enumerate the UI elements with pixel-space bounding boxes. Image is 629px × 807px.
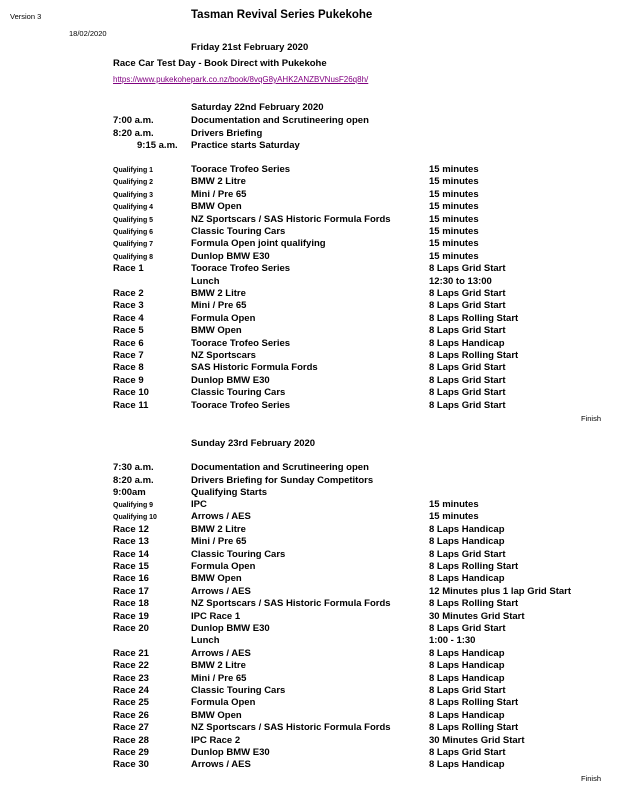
- session-label: Race 30: [113, 759, 149, 771]
- event-name: Arrows / AES: [191, 511, 251, 523]
- session-label: Qualifying 1: [113, 167, 154, 174]
- race-format: 8 Laps Grid Start: [429, 300, 506, 312]
- session-label: Race 7: [113, 350, 144, 361]
- event-name: Arrows / AES: [191, 759, 251, 771]
- session-label: Race 29: [113, 747, 149, 758]
- event-name: Toorace Trofeo Series: [191, 263, 291, 275]
- session-label: Race 10: [113, 387, 149, 399]
- race-format: 8 Laps Grid Start: [429, 387, 506, 399]
- document-date: 18/02/2020: [69, 29, 107, 38]
- session-label: Race 3: [113, 300, 144, 312]
- session-label: Race 22: [113, 660, 149, 672]
- race-format: 8 Laps Handicap: [429, 672, 505, 684]
- race-format: 15 minutes: [429, 226, 479, 237]
- race-format: 15 minutes: [429, 499, 479, 510]
- schedule-event: Practice starts Saturday: [191, 140, 300, 151]
- event-name: SAS Historic Formula Fords: [191, 362, 318, 374]
- event-name: NZ Sportscars / SAS Historic Formula Fords: [191, 598, 391, 610]
- session-label: Qualifying 3: [113, 191, 154, 199]
- race-format: 12 Minutes plus 1 lap Grid Start: [429, 585, 572, 597]
- session-label: Race 26: [113, 709, 149, 721]
- event-name: Dunlop BMW E30: [191, 747, 270, 758]
- event-name: Mini / Pre 65: [191, 300, 247, 312]
- saturday-heading: Saturday 22nd February 2020: [191, 102, 324, 113]
- session-label: Race 12: [113, 523, 149, 535]
- race-format: 8 Laps Grid Start: [429, 623, 506, 634]
- race-format: 8 Laps Grid Start: [429, 362, 506, 374]
- schedule-time: 7:00 a.m.: [113, 115, 154, 126]
- event-name: Classic Touring Cars: [191, 387, 286, 399]
- session-label: Race 15: [113, 561, 149, 572]
- event-name: Toorace Trofeo Series: [191, 164, 291, 175]
- booking-link[interactable]: https://www.pukekohepark.co.nz/book/8vqG8yAHK2ANZBVNusF26q8h/: [113, 75, 369, 84]
- session-label: Qualifying 5: [113, 216, 154, 224]
- event-name: IPC Race 1: [191, 610, 241, 622]
- page-title: Tasman Revival Series Pukekohe: [191, 9, 373, 21]
- saturday-finish: Finish: [581, 414, 602, 423]
- session-label: Race 17: [113, 585, 149, 597]
- race-format: 8 Laps Rolling Start: [429, 697, 519, 709]
- session-label: Race 1: [113, 263, 144, 275]
- event-name: Formula Open joint qualifying: [191, 238, 326, 250]
- race-format: 30 Minutes Grid Start: [429, 734, 525, 746]
- event-name: BMW 2 Litre: [191, 176, 246, 188]
- event-name: BMW Open: [191, 573, 242, 585]
- sunday-finish: Finish: [581, 774, 602, 783]
- schedule-event: Drivers Briefing for Sunday Competitors: [191, 474, 374, 486]
- event-name: Toorace Trofeo Series: [191, 399, 291, 411]
- session-label: Race 4: [113, 312, 144, 324]
- session-label: Race 14: [113, 548, 149, 560]
- race-format: 8 Laps Handicap: [429, 523, 505, 535]
- schedule-time: 7:30 a.m.: [113, 462, 154, 473]
- session-label: Race 18: [113, 598, 149, 610]
- event-name: Formula Open: [191, 561, 256, 572]
- sunday-heading: Sunday 23rd February 2020: [191, 438, 316, 449]
- event-name: Dunlop BMW E30: [191, 374, 270, 386]
- event-name: Classic Touring Cars: [191, 548, 286, 560]
- race-format: 8 Laps Handicap: [429, 647, 505, 659]
- race-format: 15 minutes: [429, 250, 479, 262]
- race-format: 8 Laps Grid Start: [429, 685, 506, 696]
- event-name: Arrows / AES: [191, 585, 251, 597]
- session-label: Race 23: [113, 672, 149, 684]
- race-format: 8 Laps Handicap: [429, 573, 505, 585]
- event-name: BMW Open: [191, 709, 242, 721]
- event-name: Dunlop BMW E30: [191, 623, 270, 634]
- race-format: 8 Laps Rolling Start: [429, 722, 519, 734]
- version-label: Version 3: [10, 12, 42, 21]
- schedule-time: 9:15 a.m.: [137, 140, 178, 151]
- schedule-event: Drivers Briefing: [191, 127, 263, 139]
- race-format: 8 Laps Handicap: [429, 709, 505, 721]
- session-label: Race 27: [113, 722, 149, 734]
- race-format: 8 Laps Rolling Start: [429, 561, 519, 572]
- race-format: 15 minutes: [429, 188, 479, 200]
- event-name: BMW Open: [191, 201, 242, 213]
- schedule-event: Documentation and Scrutineering open: [191, 462, 369, 473]
- race-format: 8 Laps Grid Start: [429, 548, 506, 560]
- session-label: Race 2: [113, 288, 144, 299]
- event-name: Lunch: [191, 275, 220, 287]
- race-format: 8 Laps Grid Start: [429, 374, 506, 386]
- session-label: Race 20: [113, 623, 149, 634]
- schedule-time: 8:20 a.m.: [113, 474, 154, 486]
- event-name: BMW Open: [191, 325, 242, 337]
- session-label: Race 6: [113, 337, 144, 349]
- session-label: Race 16: [113, 573, 149, 585]
- event-name: Toorace Trofeo Series: [191, 337, 291, 349]
- race-format: 8 Laps Handicap: [429, 536, 505, 548]
- race-format: 15 minutes: [429, 511, 479, 523]
- race-format: 8 Laps Rolling Start: [429, 598, 519, 610]
- race-format: 15 minutes: [429, 213, 479, 225]
- session-label: Race 21: [113, 647, 149, 659]
- race-format: 8 Laps Handicap: [429, 337, 505, 349]
- schedule-time: 8:20 a.m.: [113, 127, 154, 139]
- race-format: 8 Laps Handicap: [429, 759, 505, 771]
- event-name: Mini / Pre 65: [191, 672, 247, 684]
- schedule-event: Documentation and Scrutineering open: [191, 115, 369, 126]
- race-format: 8 Laps Grid Start: [429, 399, 506, 411]
- event-name: NZ Sportscars / SAS Historic Formula Fords: [191, 722, 391, 734]
- schedule-time: 9:00am: [113, 487, 146, 498]
- session-label: Race 24: [113, 685, 149, 696]
- race-format: 12:30 to 13:00: [429, 275, 492, 287]
- session-label: Qualifying 2: [113, 179, 154, 187]
- race-format: 8 Laps Grid Start: [429, 325, 506, 337]
- session-label: Race 25: [113, 697, 149, 709]
- event-name: BMW 2 Litre: [191, 288, 246, 299]
- session-label: Race 11: [113, 399, 149, 411]
- event-name: Formula Open: [191, 312, 256, 324]
- race-format: 1:00 - 1:30: [429, 635, 476, 647]
- event-name: IPC Race 2: [191, 734, 241, 746]
- event-name: IPC: [191, 499, 207, 510]
- session-label: Qualifying 10: [113, 514, 157, 522]
- race-format: 15 minutes: [429, 201, 479, 213]
- event-name: Classic Touring Cars: [191, 685, 286, 696]
- friday-test-day-note: Race Car Test Day - Book Direct with Pukekohe: [113, 58, 327, 69]
- race-format: 15 minutes: [429, 176, 479, 188]
- event-name: Lunch: [191, 635, 220, 647]
- event-name: Classic Touring Cars: [191, 226, 286, 237]
- race-format: 15 minutes: [429, 238, 479, 250]
- session-label: Qualifying 8: [113, 253, 154, 261]
- race-format: 8 Laps Grid Start: [429, 747, 506, 758]
- race-format: 8 Laps Grid Start: [429, 288, 506, 299]
- event-name: BMW 2 Litre: [191, 660, 246, 672]
- session-label: Race 28: [113, 734, 149, 746]
- event-name: Arrows / AES: [191, 647, 251, 659]
- session-label: Qualifying 7: [113, 241, 154, 249]
- schedule-event: Qualifying Starts: [191, 487, 268, 498]
- race-format: 8 Laps Grid Start: [429, 263, 506, 275]
- race-format: 8 Laps Handicap: [429, 660, 505, 672]
- event-name: Mini / Pre 65: [191, 188, 247, 200]
- event-name: Formula Open: [191, 697, 256, 709]
- race-format: 15 minutes: [429, 164, 479, 175]
- race-format: 8 Laps Rolling Start: [429, 350, 519, 361]
- session-label: Qualifying 6: [113, 229, 154, 236]
- race-format: 30 Minutes Grid Start: [429, 610, 525, 622]
- friday-heading: Friday 21st February 2020: [191, 42, 309, 53]
- event-name: NZ Sportscars / SAS Historic Formula Fords: [191, 213, 391, 225]
- session-label: Race 8: [113, 362, 144, 374]
- session-label: Race 9: [113, 374, 144, 386]
- session-label: Qualifying 4: [113, 204, 154, 212]
- event-name: NZ Sportscars: [191, 350, 256, 361]
- event-name: BMW 2 Litre: [191, 523, 246, 535]
- event-name: Mini / Pre 65: [191, 536, 247, 548]
- session-label: Race 5: [113, 325, 144, 337]
- race-format: 8 Laps Rolling Start: [429, 312, 519, 324]
- event-name: Dunlop BMW E30: [191, 250, 270, 262]
- session-label: Race 13: [113, 536, 149, 548]
- session-label: Qualifying 9: [113, 502, 154, 509]
- session-label: Race 19: [113, 610, 149, 622]
